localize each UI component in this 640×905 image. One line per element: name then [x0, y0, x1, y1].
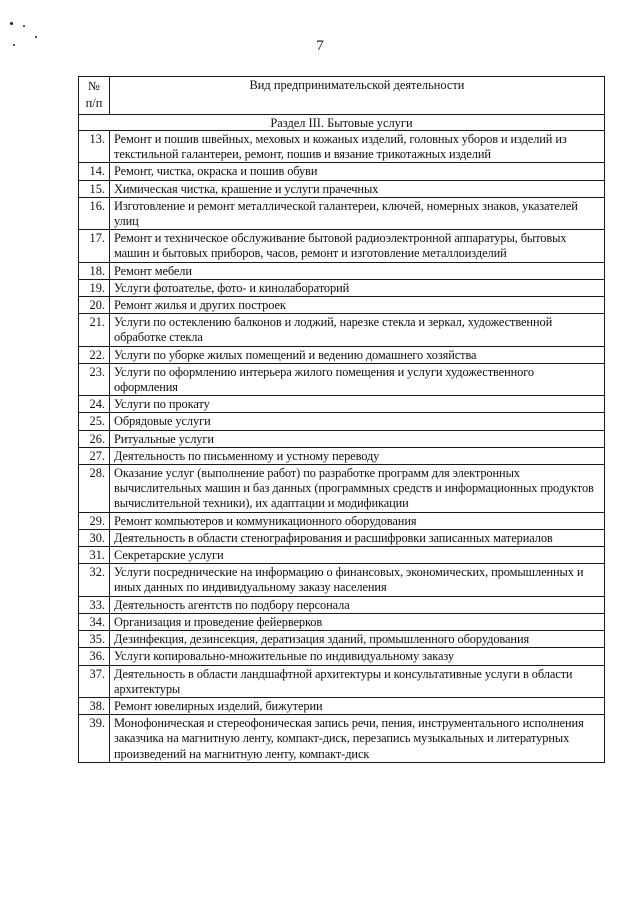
row-number: 13. — [79, 131, 110, 163]
activity-text: Ремонт и пошив швейных, меховых и кожаных изделий, головных уборов и изделий из текстильной галантереи, ремонт, пошив и вязание трикотажных изделий — [110, 131, 605, 163]
row-number: 16. — [79, 197, 110, 229]
table-row — [79, 613, 605, 630]
table-row — [79, 631, 605, 648]
activity-text: Дезинфекция, дезинсекция, дератизация зданий, промышленного оборудования — [110, 631, 605, 648]
activity-text: Деятельность в области стенографирования и расшифровки записанных материалов — [110, 529, 605, 546]
column-header-number: № п/п — [79, 77, 110, 115]
table-row — [79, 413, 605, 430]
table-row — [79, 346, 605, 363]
table-row — [79, 665, 605, 697]
table-body — [79, 115, 605, 763]
table-row — [79, 697, 605, 714]
table-row — [79, 314, 605, 346]
table-row — [79, 163, 605, 180]
activity-text: Секретарские услуги — [110, 547, 605, 564]
table-row — [79, 529, 605, 546]
activity-text: Ритуальные услуги — [110, 430, 605, 447]
table-row — [79, 512, 605, 529]
table-row — [79, 297, 605, 314]
table-row — [79, 363, 605, 395]
table-row — [79, 547, 605, 564]
scan-speck — [23, 25, 25, 27]
table-row — [79, 396, 605, 413]
table-row — [79, 430, 605, 447]
row-number: 18. — [79, 262, 110, 279]
activity-text: Ремонт компьютеров и коммуникационного оборудования — [110, 512, 605, 529]
column-header-activity: Вид предпринимательской деятельности — [110, 77, 605, 115]
row-number: 30. — [79, 529, 110, 546]
section-row — [79, 115, 605, 131]
row-number: 20. — [79, 297, 110, 314]
activity-text: Организация и проведение фейерверков — [110, 613, 605, 630]
table-row — [79, 465, 605, 513]
row-number: 15. — [79, 180, 110, 197]
table-row — [79, 131, 605, 163]
activity-text: Услуги копировально-множительные по индивидуальному заказу — [110, 648, 605, 665]
table-row — [79, 715, 605, 763]
table-row — [79, 262, 605, 279]
table-row — [79, 230, 605, 262]
activity-text: Ремонт мебели — [110, 262, 605, 279]
row-number: 29. — [79, 512, 110, 529]
activity-text: Услуги фотоателье, фото- и кинолабораторий — [110, 279, 605, 296]
activity-text: Услуги по прокату — [110, 396, 605, 413]
row-number: 39. — [79, 715, 110, 763]
row-number: 32. — [79, 564, 110, 596]
activity-text: Деятельность по письменному и устному переводу — [110, 447, 605, 464]
row-number: 24. — [79, 396, 110, 413]
row-number: 37. — [79, 665, 110, 697]
row-number: 38. — [79, 697, 110, 714]
row-number: 23. — [79, 363, 110, 395]
activity-text: Химическая чистка, крашение и услуги прачечных — [110, 180, 605, 197]
table-row — [79, 596, 605, 613]
table-row — [79, 564, 605, 596]
row-number: 28. — [79, 465, 110, 513]
scan-speck — [10, 22, 13, 25]
row-number: 22. — [79, 346, 110, 363]
row-number: 31. — [79, 547, 110, 564]
page-number: 7 — [316, 38, 324, 54]
activity-text: Монофоническая и стереофоническая запись речи, пения, инструментального исполнения заказчика на магнитную ленту, компакт-диск, перезапись музыкальных и литературных произведений на магнитную ленту, компакт-диск — [110, 715, 605, 763]
activity-text: Услуги по остеклению балконов и лоджий, нарезке стекла и зеркал, художественной обработке стекла — [110, 314, 605, 346]
activity-text: Оказание услуг (выполнение работ) по разработке программ для электронных вычислительных машин и баз данных (программных средств и информационных продуктов вычислительной техники), их адаптации и модификации — [110, 465, 605, 513]
activity-text: Ремонт, чистка, окраска и пошив обуви — [110, 163, 605, 180]
activity-text: Ремонт ювелирных изделий, бижутерии — [110, 697, 605, 714]
activity-text: Услуги по уборке жилых помещений и ведению домашнего хозяйства — [110, 346, 605, 363]
row-number: 33. — [79, 596, 110, 613]
row-number: 17. — [79, 230, 110, 262]
activity-text: Деятельность агентств по подбору персонала — [110, 596, 605, 613]
row-number: 35. — [79, 631, 110, 648]
activity-text: Деятельность в области ландшафтной архитектуры и консультативные услуги в области архитектуры — [110, 665, 605, 697]
table-row — [79, 648, 605, 665]
table-row — [79, 279, 605, 296]
table-row — [79, 180, 605, 197]
activity-text: Услуги посреднические на информацию о финансовых, экономических, промышленных и иных данных по индивидуальному заказу населения — [110, 564, 605, 596]
activities-table — [78, 76, 605, 763]
row-number: 34. — [79, 613, 110, 630]
table-row — [79, 197, 605, 229]
table-row — [79, 447, 605, 464]
row-number: 36. — [79, 648, 110, 665]
activity-text: Обрядовые услуги — [110, 413, 605, 430]
table-header-row — [79, 77, 605, 115]
row-number: 27. — [79, 447, 110, 464]
row-number: 21. — [79, 314, 110, 346]
row-number: 25. — [79, 413, 110, 430]
row-number: 19. — [79, 279, 110, 296]
row-number: 26. — [79, 430, 110, 447]
activity-text: Изготовление и ремонт металлической галантереи, ключей, номерных знаков, указателей улиц — [110, 197, 605, 229]
activity-text: Ремонт жилья и других построек — [110, 297, 605, 314]
activity-text: Услуги по оформлению интерьера жилого помещения и услуги художественного оформления — [110, 363, 605, 395]
activity-text: Ремонт и техническое обслуживание бытовой радиоэлектронной аппаратуры, бытовых машин и бытовых приборов, часов, ремонт и изготовление металлоизделий — [110, 230, 605, 262]
row-number: 14. — [79, 163, 110, 180]
section-title: Раздел III. Бытовые услуги — [79, 115, 605, 131]
